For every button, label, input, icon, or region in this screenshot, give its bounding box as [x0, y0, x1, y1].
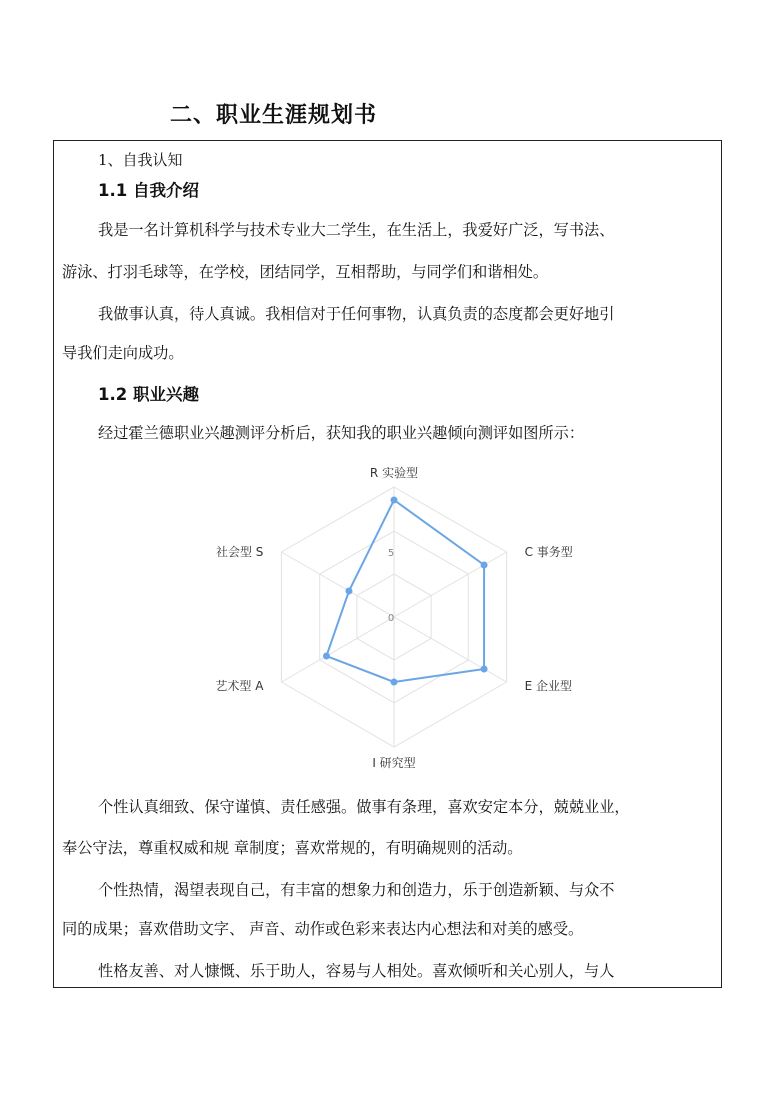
axis-label-C: C 事务型	[524, 545, 573, 559]
paragraph-line: 个性认真细致、保守谨慎、责任感强。做事有条理，喜欢安定本分，兢兢业业，	[98, 798, 630, 816]
data-point-S	[345, 588, 352, 595]
content-frame	[53, 140, 722, 988]
grid-spoke	[281, 552, 394, 617]
data-point-A	[323, 653, 330, 660]
paragraph-line: 经过霍兰德职业兴趣测评分析后，获知我的职业兴趣倾向测评如图所示：	[98, 424, 584, 442]
data-point-I	[391, 679, 398, 686]
paragraph-line: 同的成果；喜欢借助文字、 声音、动作或色彩来表达内心想法和对美的感受。	[62, 920, 584, 938]
subheading-self-intro: 1.1 自我介绍	[98, 181, 199, 200]
paragraph-line: 游泳、打羽毛球等，在学校，团结同学，互相帮助，与同学们和谐相处。	[62, 263, 548, 281]
grid-spoke	[394, 617, 507, 682]
scale-label: 5	[387, 548, 395, 559]
paragraph-line: 性格友善、对人慷慨、乐于助人，容易与人相处。喜欢倾听和关心别人，与人	[98, 962, 615, 980]
scale-label: 0	[387, 613, 395, 624]
page-title: 二、职业生涯规划书	[170, 103, 378, 128]
subheading-career-interest: 1.2 职业兴趣	[98, 385, 199, 404]
data-point-R	[391, 497, 398, 504]
axis-label-S: 社会型 S	[215, 545, 264, 559]
data-point-C	[481, 562, 488, 569]
section-heading-self-awareness: 1、自我认知	[98, 151, 183, 169]
axis-label-R: R 实验型	[369, 466, 419, 480]
holland-radar-chart	[204, 457, 584, 777]
axis-label-I: I 研究型	[372, 756, 416, 770]
paragraph-line: 个性热情，渴望表现自己，有丰富的想象力和创造力，乐于创造新颖、与众不	[98, 881, 615, 899]
paragraph-line: 我是一名计算机科学与技术专业大二学生，在生活上，我爱好广泛，写书法、	[98, 221, 615, 239]
axis-label-E: E 企业型	[524, 679, 572, 693]
grid-spoke	[394, 552, 507, 617]
grid-spoke	[281, 617, 394, 682]
paragraph-line: 奉公守法，尊重权威和规 章制度；喜欢常规的，有明确规则的活动。	[62, 839, 523, 857]
paragraph-line: 我做事认真，待人真诚。我相信对于任何事物，认真负责的态度都会更好地引	[98, 305, 615, 323]
paragraph-line: 导我们走向成功。	[62, 344, 184, 362]
axis-label-A: 艺术型 A	[215, 679, 264, 693]
data-point-E	[481, 666, 488, 673]
